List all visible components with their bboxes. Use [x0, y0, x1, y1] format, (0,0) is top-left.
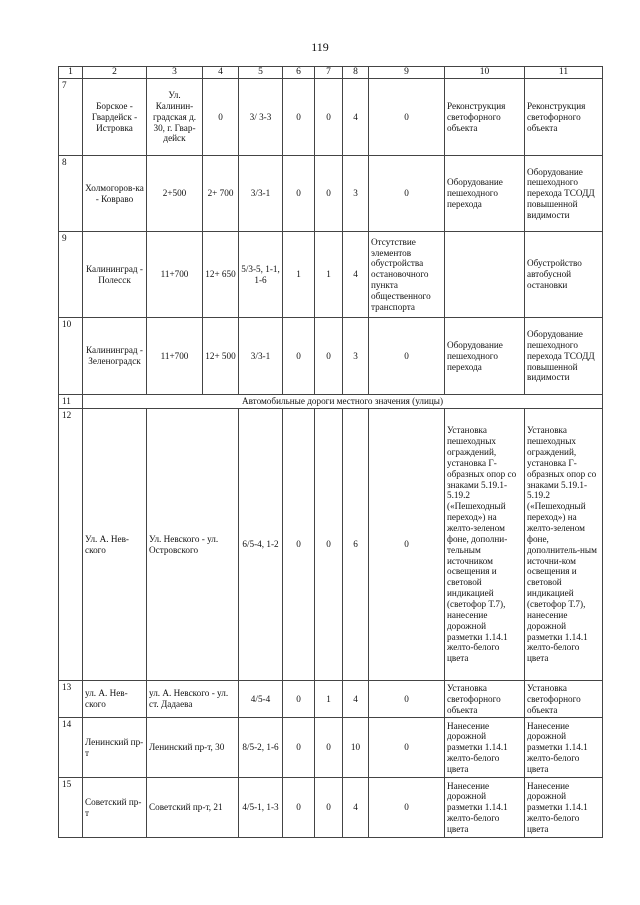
km-end: 12+ 500 [203, 318, 239, 395]
row-number: 9 [59, 232, 83, 318]
killed: 0 [283, 681, 315, 718]
road-name: Ленинский пр-т [83, 718, 147, 778]
dtp-count: 5/3-5, 1-1, 1-6 [239, 232, 283, 318]
deficiencies: Отсутствие элементов обустройства остановочного пункта общественного транспорта [369, 232, 445, 318]
location: 11+700 [147, 232, 203, 318]
location: Ул. Невского - ул. Островского [147, 409, 239, 681]
road-name: Советский пр-т [83, 778, 147, 838]
road-name: Калининград - Зеленоградск [83, 318, 147, 395]
km-end: 0 [203, 79, 239, 156]
injured-b: 4 [343, 79, 369, 156]
deficiencies: 0 [369, 778, 445, 838]
header-cell: 7 [315, 67, 343, 79]
planned-measures: Оборудование пешеходного перехода ТСОДД повышенной видимости [525, 318, 603, 395]
dtp-count: 4/5-4 [239, 681, 283, 718]
road-name: ул. А. Нев-ского [83, 681, 147, 718]
header-cell: 2 [83, 67, 147, 79]
km-end: 12+ 650 [203, 232, 239, 318]
killed: 0 [283, 156, 315, 232]
deficiencies: 0 [369, 681, 445, 718]
planned-measures: Нанесение дорожной разметки 1.14.1 желто-белого цвета [525, 778, 603, 838]
location: Советский пр-т, 21 [147, 778, 239, 838]
planned-measures: Обустройство автобусной остановки [525, 232, 603, 318]
row-number: 13 [59, 681, 83, 718]
dtp-count: 8/5-2, 1-6 [239, 718, 283, 778]
dtp-count: 4/5-1, 1-3 [239, 778, 283, 838]
header-cell: 10 [445, 67, 525, 79]
section-row [59, 395, 603, 409]
row-number: 15 [59, 778, 83, 838]
injured-b: 4 [343, 778, 369, 838]
injured-a: 0 [315, 409, 343, 681]
injured-b: 10 [343, 718, 369, 778]
location: ул. А. Невского - ул. ст. Дадаева [147, 681, 239, 718]
planned-measures: Установка светофорного объекта [525, 681, 603, 718]
header-cell: 3 [147, 67, 203, 79]
measures: Нанесение дорожной разметки 1.14.1 желто-белого цвета [445, 718, 525, 778]
header-cell: 1 [59, 67, 83, 79]
table-row [59, 681, 603, 718]
injured-b: 4 [343, 681, 369, 718]
row-number: 12 [59, 409, 83, 681]
planned-measures: Нанесение дорожной разметки 1.14.1 желто-белого цвета [525, 718, 603, 778]
location: Ленинский пр-т, 30 [147, 718, 239, 778]
measures: Реконструкция светофорного объекта [445, 79, 525, 156]
header-row [59, 67, 603, 79]
header-cell: 6 [283, 67, 315, 79]
row-number: 11 [59, 395, 83, 409]
injured-a: 0 [315, 718, 343, 778]
row-number: 7 [59, 79, 83, 156]
header-cell: 4 [203, 67, 239, 79]
location: 11+700 [147, 318, 203, 395]
injured-b: 6 [343, 409, 369, 681]
deficiencies: 0 [369, 409, 445, 681]
injured-a: 0 [315, 778, 343, 838]
row-number: 10 [59, 318, 83, 395]
measures: Установка пешеходных ограждений, установка Г-образных опор со знаками 5.19.1-5.19.2 («Пешеходный переход») на желто-зеленом фоне, дополни-тельным источником освещения и световой индикацией (светофор Т.7), нанесение дорожной разметки 1.14.1 желто-белого цвета [445, 409, 525, 681]
header-cell: 8 [343, 67, 369, 79]
killed: 0 [283, 409, 315, 681]
page-number: 119 [311, 40, 329, 54]
table-row [59, 409, 603, 681]
table-row [59, 156, 603, 232]
location: Ул. Калинин-градская д. 30, г. Гвар-дейск [147, 79, 203, 156]
measures: Оборудование пешеходного перехода [445, 318, 525, 395]
table-row [59, 718, 603, 778]
table-row [59, 778, 603, 838]
injured-a: 0 [315, 156, 343, 232]
injured-a: 1 [315, 232, 343, 318]
injured-b: 4 [343, 232, 369, 318]
killed: 0 [283, 318, 315, 395]
killed: 1 [283, 232, 315, 318]
planned-measures: Реконструкция светофорного объекта [525, 79, 603, 156]
deficiencies: 0 [369, 318, 445, 395]
row-number: 14 [59, 718, 83, 778]
table-row [59, 232, 603, 318]
measures [445, 232, 525, 318]
section-title: Автомобильные дороги местного значения (улицы) [83, 395, 603, 409]
location: 2+500 [147, 156, 203, 232]
injured-b: 3 [343, 318, 369, 395]
road-name: Холмогоров-ка - Ковраво [83, 156, 147, 232]
row-number: 8 [59, 156, 83, 232]
road-safety-table [58, 66, 603, 838]
injured-a: 1 [315, 681, 343, 718]
injured-b: 3 [343, 156, 369, 232]
road-name: Калининград - Полесск [83, 232, 147, 318]
injured-a: 0 [315, 79, 343, 156]
planned-measures: Установка пешеходных ограждений, установка Г-образных опор со знаками 5.19.1-5.19.2 («Пешеходный переход») на желто-зеленом фоне, дополнитель-ным источни-ком освещения и световой индикацией (светофор Т.7), нанесение дорожной разметки 1.14.1 желто-белого цвета [525, 409, 603, 681]
killed: 0 [283, 79, 315, 156]
dtp-count: 3/3-1 [239, 156, 283, 232]
killed: 0 [283, 718, 315, 778]
dtp-count: 6/5-4, 1-2 [239, 409, 283, 681]
deficiencies: 0 [369, 79, 445, 156]
dtp-count: 3/ 3-3 [239, 79, 283, 156]
measures: Установка светофорного объекта [445, 681, 525, 718]
planned-measures: Оборудование пешеходного перехода ТСОДД повышенной видимости [525, 156, 603, 232]
dtp-count: 3/3-1 [239, 318, 283, 395]
table-row [59, 318, 603, 395]
measures: Оборудование пешеходного перехода [445, 156, 525, 232]
table-row [59, 79, 603, 156]
header-cell: 9 [369, 67, 445, 79]
injured-a: 0 [315, 318, 343, 395]
deficiencies: 0 [369, 718, 445, 778]
header-cell: 5 [239, 67, 283, 79]
km-end: 2+ 700 [203, 156, 239, 232]
deficiencies: 0 [369, 156, 445, 232]
killed: 0 [283, 778, 315, 838]
measures: Нанесение дорожной разметки 1.14.1 желто-белого цвета [445, 778, 525, 838]
road-name: Ул. А. Нев-ского [83, 409, 147, 681]
road-name: Борское - Гвардейск - Истровка [83, 79, 147, 156]
header-cell: 11 [525, 67, 603, 79]
